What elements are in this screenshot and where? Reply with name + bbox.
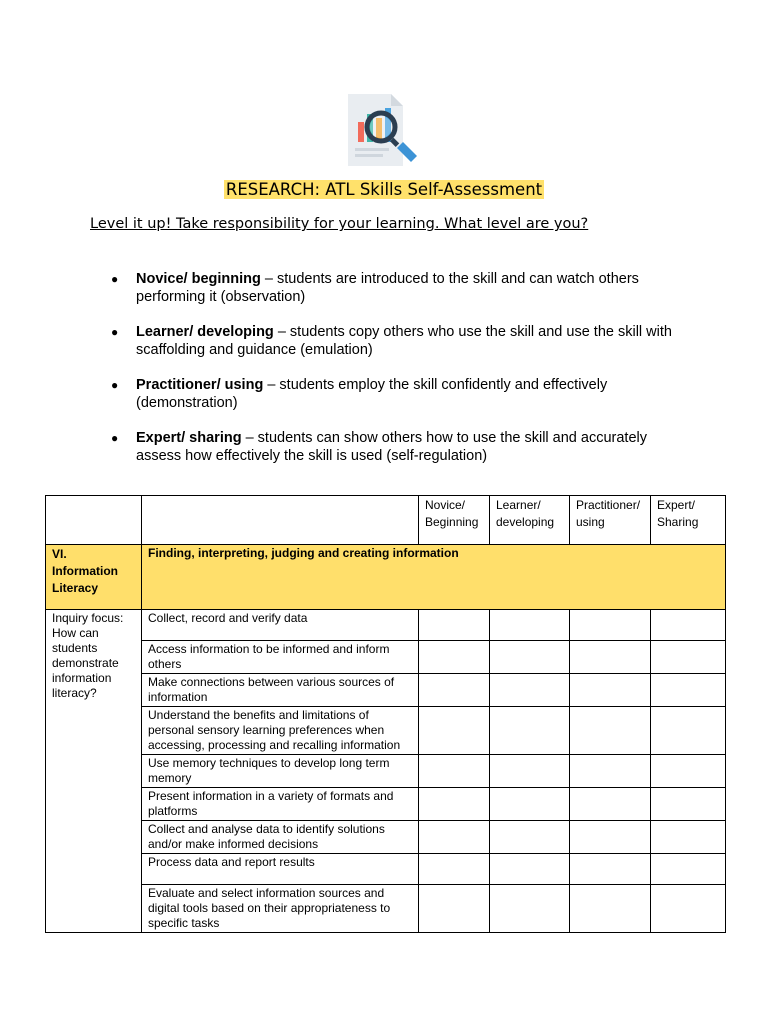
rating-cell-learner[interactable] <box>490 821 570 854</box>
rating-cell-novice[interactable] <box>419 641 490 674</box>
document-subtitle: Level it up! Take responsibility for your learning. What level are you? <box>90 216 589 232</box>
level-description: – students can show others how to use the skill and accurately assess how effectively the skill is used (self-regulation) <box>136 430 647 464</box>
section-description: Finding, interpreting, judging and creating information <box>142 545 726 610</box>
skill-label: Understand the benefits and limitations of personal sensory learning preferences when accessing, processing and recalling information <box>142 707 419 755</box>
section-row <box>46 545 726 610</box>
level-name: Practitioner/ using <box>136 377 264 393</box>
rating-cell-practitioner[interactable] <box>570 674 651 707</box>
rating-cell-practitioner[interactable] <box>570 641 651 674</box>
table-row <box>46 885 726 933</box>
header-practitioner: Practitioner/ using <box>570 496 651 545</box>
rating-cell-expert[interactable] <box>651 885 726 933</box>
header-learner: Learner/ developing <box>490 496 570 545</box>
skill-label: Evaluate and select information sources and digital tools based on their appropriateness to specific tasks <box>142 885 419 933</box>
rating-cell-practitioner[interactable] <box>570 755 651 788</box>
rating-cell-practitioner[interactable] <box>570 610 651 641</box>
table-row <box>46 821 726 854</box>
header-novice: Novice/ Beginning <box>419 496 490 545</box>
skill-label: Collect, record and verify data <box>142 610 419 641</box>
bullet-icon: ● <box>111 431 119 445</box>
table-row <box>46 641 726 674</box>
level-item-practitioner <box>111 376 681 412</box>
table-row <box>46 755 726 788</box>
rating-cell-expert[interactable] <box>651 610 726 641</box>
bullet-icon: ● <box>111 272 119 286</box>
rating-cell-learner[interactable] <box>490 788 570 821</box>
rating-cell-novice[interactable] <box>419 854 490 885</box>
rating-cell-learner[interactable] <box>490 610 570 641</box>
skill-label: Present information in a variety of formats and platforms <box>142 788 419 821</box>
rating-cell-learner[interactable] <box>490 674 570 707</box>
rating-cell-practitioner[interactable] <box>570 788 651 821</box>
table-header-row <box>46 496 726 545</box>
level-item-learner <box>111 323 681 359</box>
rating-cell-novice[interactable] <box>419 674 490 707</box>
self-assessment-table <box>45 495 726 933</box>
rating-cell-expert[interactable] <box>651 854 726 885</box>
bullet-icon: ● <box>111 325 119 339</box>
rating-cell-novice[interactable] <box>419 707 490 755</box>
bullet-icon: ● <box>111 378 119 392</box>
rating-cell-learner[interactable] <box>490 885 570 933</box>
header-expert: Expert/ Sharing <box>651 496 726 545</box>
rating-cell-expert[interactable] <box>651 674 726 707</box>
header-blank-cell <box>142 496 419 545</box>
level-name: Expert/ sharing <box>136 430 242 446</box>
rating-cell-novice[interactable] <box>419 610 490 641</box>
skill-label: Make connections between various sources of information <box>142 674 419 707</box>
research-chart-magnifier-icon <box>345 92 421 168</box>
rating-cell-expert[interactable] <box>651 641 726 674</box>
table-row <box>46 854 726 885</box>
rating-cell-learner[interactable] <box>490 641 570 674</box>
rating-cell-practitioner[interactable] <box>570 854 651 885</box>
inquiry-focus: Inquiry focus: How can students demonstrate information literacy? <box>46 610 142 933</box>
rating-cell-expert[interactable] <box>651 788 726 821</box>
level-name: Novice/ beginning <box>136 271 261 287</box>
rating-cell-expert[interactable] <box>651 821 726 854</box>
level-item-expert <box>111 429 681 465</box>
rating-cell-expert[interactable] <box>651 707 726 755</box>
rating-cell-learner[interactable] <box>490 854 570 885</box>
rating-cell-learner[interactable] <box>490 755 570 788</box>
rating-cell-practitioner[interactable] <box>570 821 651 854</box>
rating-cell-novice[interactable] <box>419 788 490 821</box>
level-name: Learner/ developing <box>136 324 274 340</box>
rating-cell-novice[interactable] <box>419 821 490 854</box>
header-blank-cell <box>46 496 142 545</box>
rating-cell-novice[interactable] <box>419 755 490 788</box>
section-id: VI. Information Literacy <box>46 545 142 610</box>
rating-cell-practitioner[interactable] <box>570 885 651 933</box>
skill-label: Access information to be informed and inform others <box>142 641 419 674</box>
table-row <box>46 788 726 821</box>
skill-label: Collect and analyse data to identify solutions and/or make informed decisions <box>142 821 419 854</box>
level-item-novice <box>111 270 681 306</box>
rating-cell-learner[interactable] <box>490 707 570 755</box>
level-list <box>111 270 681 482</box>
table-row <box>46 674 726 707</box>
level-description: – students are introduced to the skill and can watch others performing it (observation) <box>136 271 639 305</box>
document-title: RESEARCH: ATL Skills Self-Assessment <box>225 180 543 199</box>
rating-cell-novice[interactable] <box>419 885 490 933</box>
table-row <box>46 610 726 641</box>
level-description: – students employ the skill confidently and effectively (demonstration) <box>136 377 608 411</box>
table-row <box>46 707 726 755</box>
rating-cell-expert[interactable] <box>651 755 726 788</box>
skill-label: Use memory techniques to develop long term memory <box>142 755 419 788</box>
skill-label: Process data and report results <box>142 854 419 885</box>
level-description: – students copy others who use the skill and use the skill with scaffolding and guidance (emulation) <box>136 324 672 358</box>
rating-cell-practitioner[interactable] <box>570 707 651 755</box>
